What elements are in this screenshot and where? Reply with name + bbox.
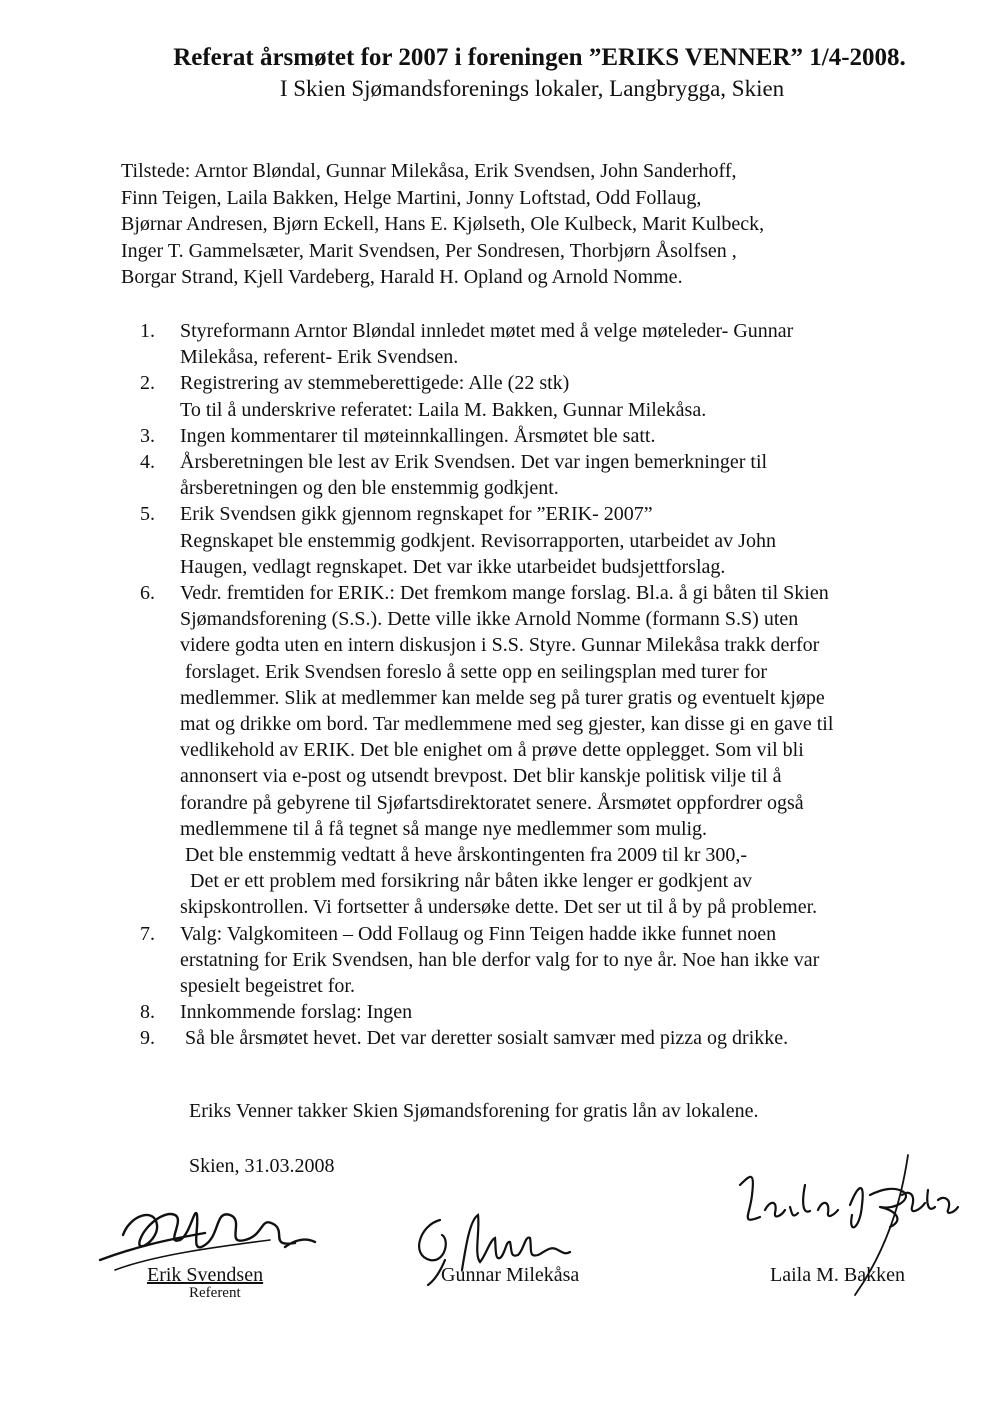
agenda-item-1 [140,318,960,370]
agenda-item-number: 6. [140,582,155,605]
agenda-list [140,318,960,1052]
agenda-item-line: Valg: Valgkomiteen – Odd Follaug og Finn Teigen hadde ikke funnet noen [180,922,777,945]
signature-name: Laila M. Bakken [770,1264,905,1286]
agenda-item-line: To til å underskrive referatet: Laila M. Bakken, Gunnar Milekåsa. [180,398,707,421]
agenda-item-line: Registrering av stemmeberettigede: Alle (22 stk) [180,372,570,395]
agenda-item-line: Så ble årsmøtet hevet. Det var deretter sosialt samvær med pizza og drikke. [180,1027,789,1050]
agenda-item-line: vedlikehold av ERIK. Det ble enighet om å prøve dette opplegget. Som vil bli [180,739,804,762]
agenda-item-line: Innkommende forslag: Ingen [180,1001,413,1024]
agenda-item-number: 3. [140,424,155,447]
agenda-item-line: Styreformann Arntor Bløndal innledet møtet med å velge møteleder- Gunnar [180,320,794,342]
agenda-item-line: medlemmer. Slik at medlemmer kan melde seg på turer gratis og eventuelt kjøpe [180,686,825,709]
agenda-item-line: Årsberetningen ble lest av Erik Svendsen. Det var ingen bemerkninger til [180,451,768,474]
agenda-item-number: 9. [140,1027,155,1050]
agenda-item-line: årsberetningen og den ble enstemmig godkjent. [180,477,559,500]
signature-name: Erik Svendsen [147,1264,264,1286]
agenda-item-number: 2. [140,372,155,395]
agenda-item-line: erstatning for Erik Svendsen, han ble derfor valg for to nye år. Noe han ikke var [180,948,820,971]
document-subtitle: I Skien Sjømandsforenings lokaler, Langbrygga, Skien [279,76,785,101]
agenda-item-line: spesielt begeistret for. [180,975,355,998]
agenda-item-2 [140,370,960,422]
signature-name: Gunnar Milekåsa [441,1264,580,1286]
agenda-item-number: 4. [140,451,155,474]
agenda-item-number: 1. [140,320,155,342]
signature-role: Referent [189,1285,241,1301]
agenda-item-line: Ingen kommentarer til møteinnkallingen. Årsmøtet ble satt. [180,424,656,447]
agenda-item-line: mat og drikke om bord. Tar medlemmene med seg gjester, kan disse gi en gave til [180,713,834,736]
agenda-item-6 [140,580,960,921]
place-date: Skien, 31.03.2008 [189,1155,335,1177]
agenda-item-line: Regnskapet ble enstemmig godkjent. Revisorrapporten, utarbeidet av John [180,529,776,552]
agenda-item-line: videre godta uten en intern diskusjon i S.S. Styre. Gunnar Milekåsa trakk derfor [180,634,820,657]
attendees-paragraph [121,158,921,291]
agenda-item-line: Vedr. fremtiden for ERIK.: Det fremkom mange forslag. Bl.a. å gi båten til Skien [180,582,829,605]
agenda-item-line: Sjømandsforening (S.S.). Dette ville ikke Arnold Nomme (formann S.S) uten [180,608,799,631]
agenda-item-4 [140,449,960,501]
agenda-item-line: Det er ett problem med forsikring når båten ikke lenger er godkjent av [180,870,753,893]
agenda-item-line: Milekåsa, referent- Erik Svendsen. [180,346,459,369]
agenda-item-line: Erik Svendsen gikk gjennom regnskapet for ”ERIK- 2007” [180,503,653,526]
agenda-item-8 [140,999,960,1025]
agenda-item-3 [140,423,960,449]
document-title: Referat årsmøtet for 2007 i foreningen ”ERIKS VENNER” 1/4-2008. [173,44,906,71]
thanks-note: Eriks Venner takker Skien Sjømandsforening for gratis lån av lokalene. [189,1100,759,1122]
agenda-item-number: 8. [140,1001,155,1024]
agenda-item-number: 5. [140,503,155,526]
attendees-line: Finn Teigen, Laila Bakken, Helge Martini, Jonny Loftstad, Odd Follaug, [121,186,702,209]
agenda-item-line: forandre på gebyrene til Sjøfartsdirektoratet senere. Årsmøtet oppfordrer også [180,791,804,814]
attendees-line: Inger T. Gammelsæter, Marit Svendsen, Per Sondresen, Thorbjørn Åsolfsen , [121,239,737,262]
attendees-line: Bjørnar Andresen, Bjørn Eckell, Hans E. Kjølseth, Ole Kulbeck, Marit Kulbeck, [121,213,765,235]
agenda-item-line: forslaget. Erik Svendsen foreslo å sette opp en seilingsplan med turer for [180,660,768,683]
agenda-item-5 [140,501,960,580]
agenda-item-line: Det ble enstemmig vedtatt å heve årskontingenten fra 2009 til kr 300,- [180,844,748,867]
agenda-item-line: Haugen, vedlagt regnskapet. Det var ikke utarbeidet budsjettforslag. [180,555,726,578]
agenda-item-7 [140,921,960,1000]
agenda-item-line: annonsert via e-post og utsendt brevpost. Det blir kanskje politisk vilje til å [180,765,782,788]
agenda-item-line: skipskontrollen. Vi fortsetter å undersøke dette. Det ser ut til å by på problemer. [180,896,818,919]
agenda-item-number: 7. [140,922,155,945]
agenda-item-line: medlemmene til å få tegnet så mange nye medlemmer som mulig. [180,817,708,840]
agenda-item-9 [140,1025,960,1051]
attendees-line: Borgar Strand, Kjell Vardeberg, Harald H. Opland og Arnold Nomme. [121,266,683,288]
attendees-line: Tilstede: Arntor Bløndal, Gunnar Milekåsa, Erik Svendsen, John Sanderhoff, [121,160,737,182]
